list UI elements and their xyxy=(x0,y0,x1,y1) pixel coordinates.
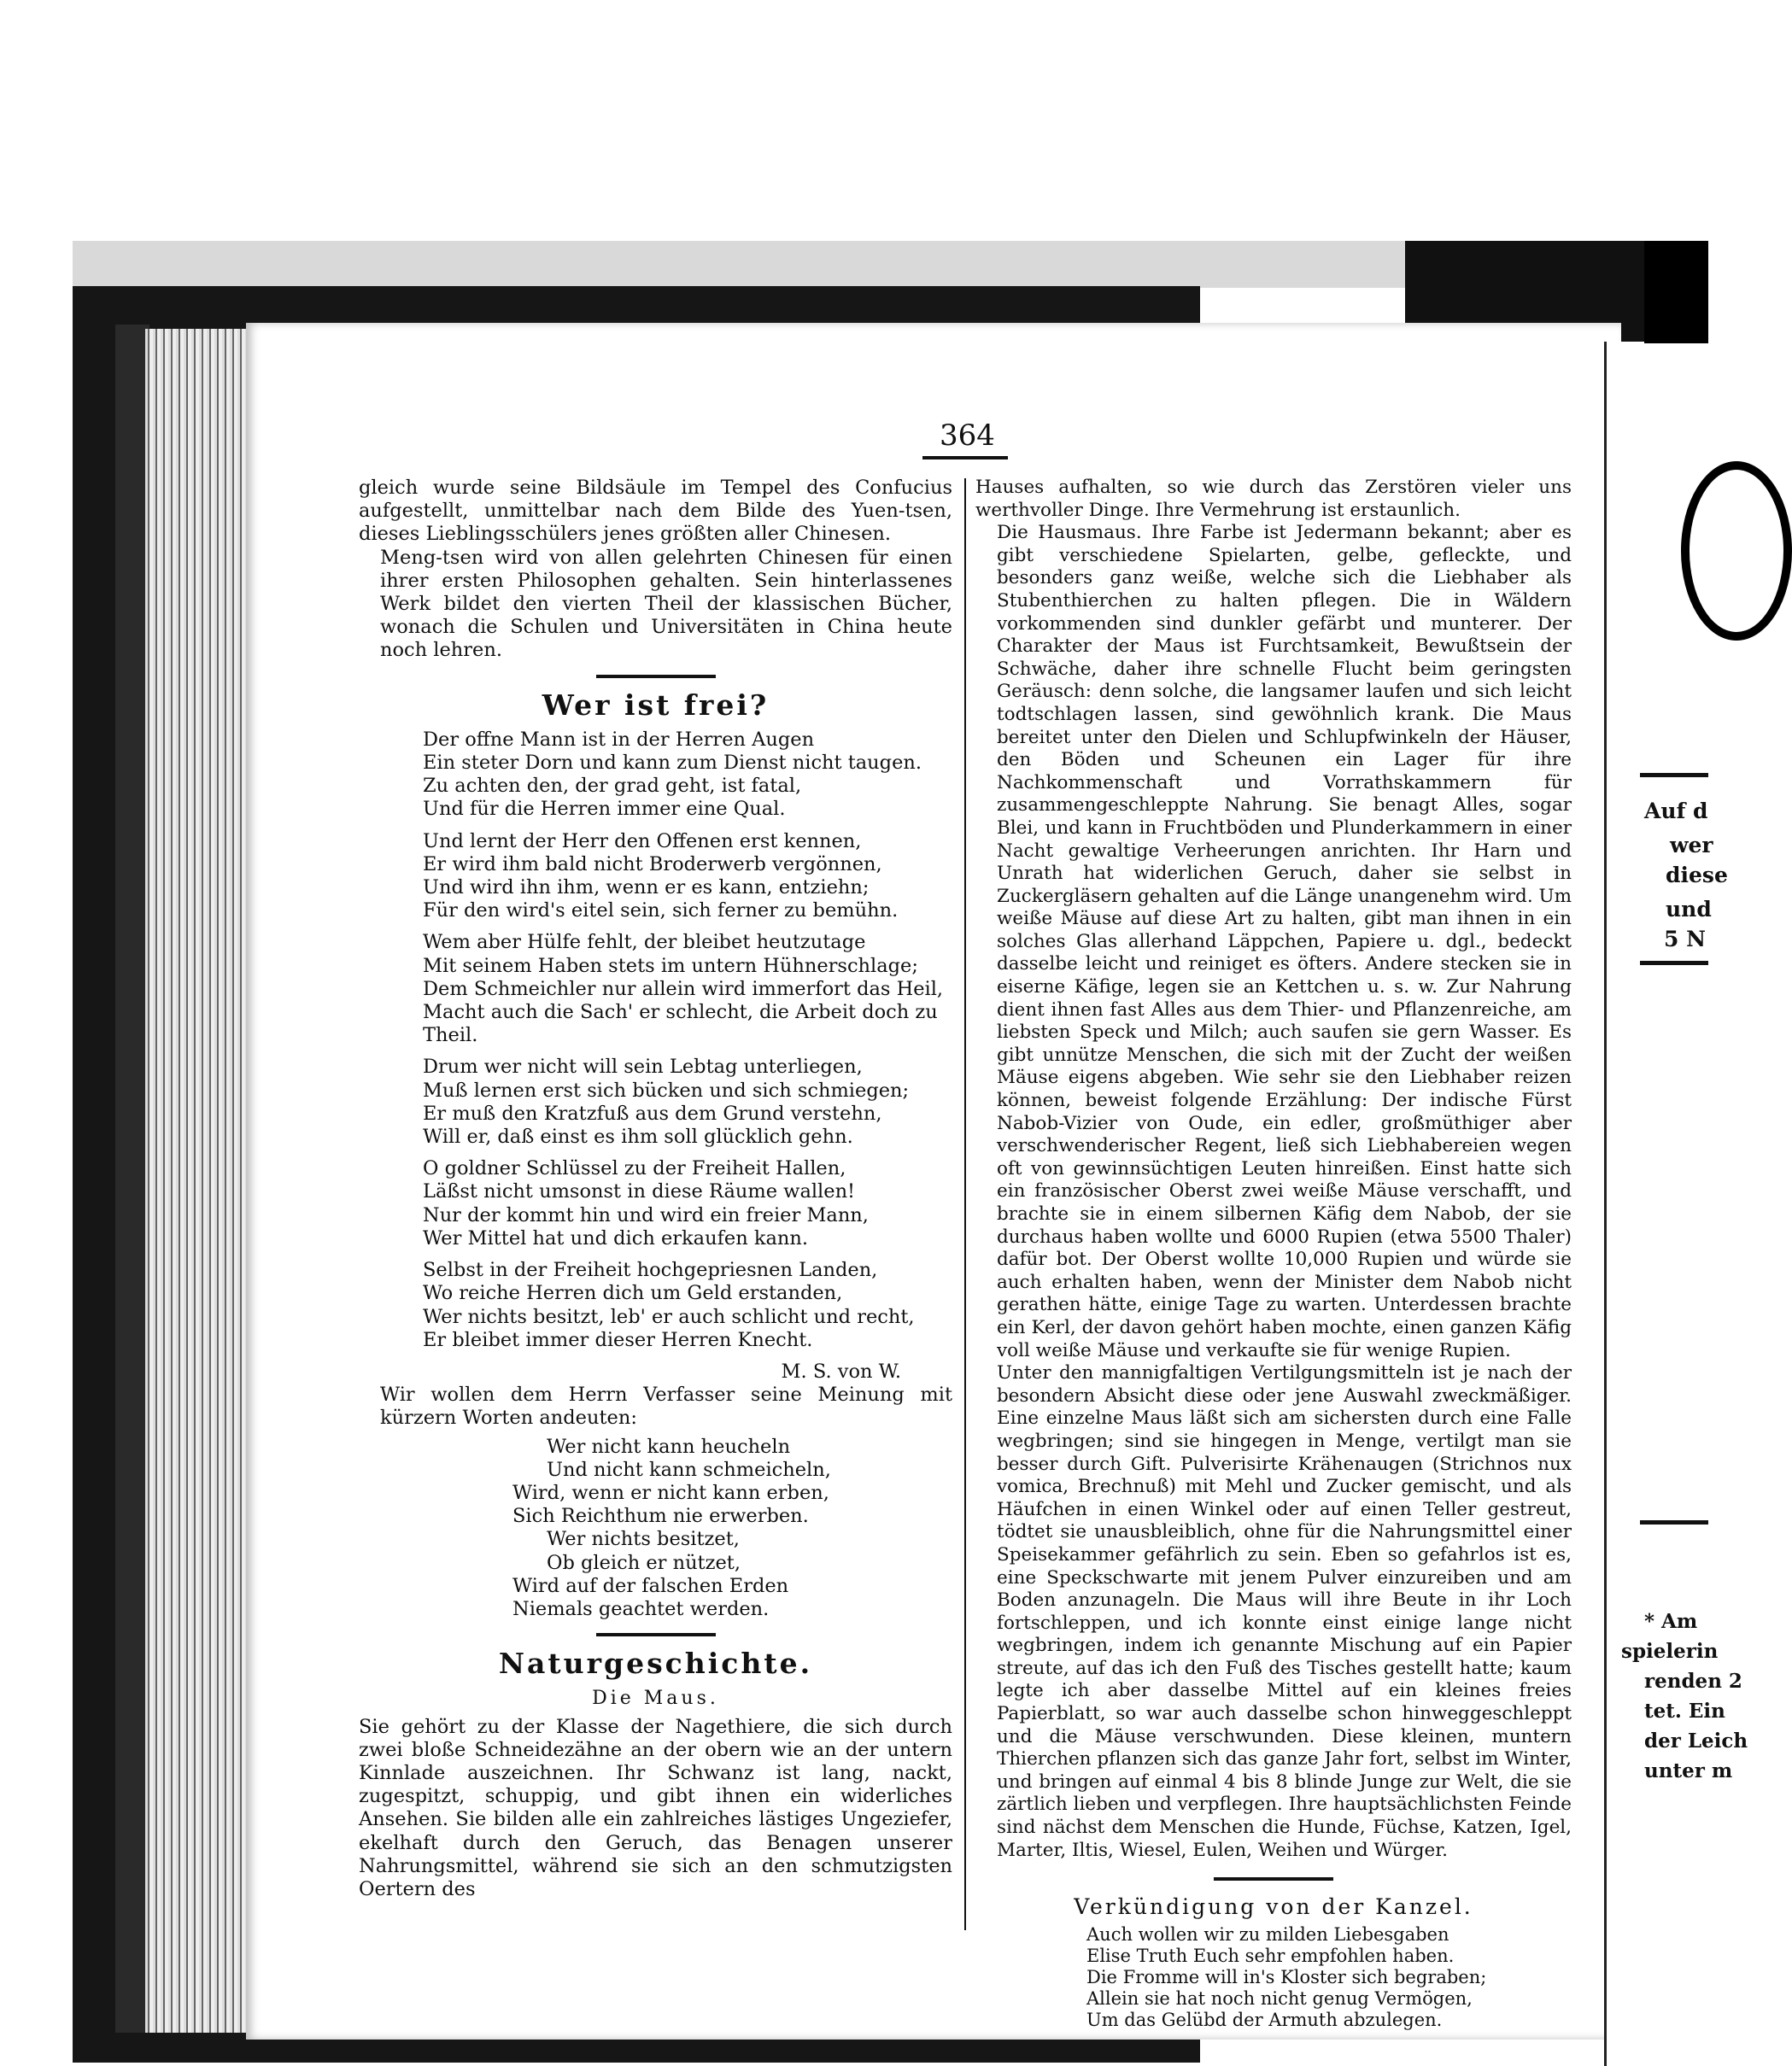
neighbor-text-line: tet. Ein xyxy=(1644,1700,1725,1723)
poem-line: Der offne Mann ist in der Herren Augen xyxy=(423,728,815,751)
left-column xyxy=(359,477,952,1901)
paragraph: gleich wurde seine Bildsäule im Tempel des Confucius aufgestellt, unmittelbar nach dem Bilde des Yuen-tsen, dieses Lieblingsschülers jenes größten aller Chinesen. xyxy=(359,477,952,546)
neighbor-rule xyxy=(1640,961,1708,965)
poem-line: Und für die Herren immer eine Qual. xyxy=(423,798,786,821)
poem-line: Er bleibet immer dieser Herren Knecht. xyxy=(423,1328,813,1351)
poem-stanza xyxy=(423,931,952,1047)
poem-line: Und lernt der Herr den Offenen erst kennen, xyxy=(423,829,862,852)
neighbor-text-line: Auf d xyxy=(1644,799,1708,823)
neighbor-page-dark-strip xyxy=(1644,241,1708,343)
editor-note: Wir wollen dem Herrn Verfasser seine Meinung mit kürzern Worten andeuten: xyxy=(380,1384,952,1430)
poem-line: Mit seinem Haben stets im untern Hühnerschlage; xyxy=(423,954,918,977)
paragraph: Die Hausmaus. Ihre Farbe ist Jedermann bekannt; aber es gibt verschiedene Spielarten, gelbe, gefleckte, und besonders ganz weiße, welche sich die Liebhaber als Stubenthierchen zu halten pflegen. Die in Wäldern vorkommenden sind dunkler gefärbt und munterer. Der Charakter der Maus ist Furchtsamkeit, Bewußtsein der Schwäche, daher ihre schnelle Flucht beim geringsten Geräusch: denn solche, die langsamer laufen und sich leicht todtschlagen lassen, sind gewöhnlich krank. Die Maus bereitet unter den Dielen und Schlupfwinkeln der Häuser, den Böden und Scheunen ein Lager für ihre Nachkommenschaft und Vorrathskammern für zusammengeschleppte Nahrung. Sie benagt Alles, sogar Blei, und kann in Fruchtböden und Plunderkammern in einer Nacht gewaltige Verheerungen anrichten. Ihr Harn und Unrath hat widerlichen Geruch, daher sie selbst in Zuckergläsern gehalten auf die Länge unangenehm wird. Um weiße Mäuse auf diese Art zu halten, gibt man ihnen in ein solches Glas allerhand Läppchen, Papiere u. dgl., bedeckt dasselbe leicht und reiniget es öfters. Andere stecken sie in eiserne Käfige, legen sie an Kettchen u. s. w. Zur Nahrung dient ihnen fast Alles aus dem Thier- und Pflanzenreiche, am liebsten Speck und Milch; auch saufen sie gern Wasser. Es gibt unnütze Menschen, die sich mit der Zucht der weißen Mäuse eigens abgeben. Wie sehr sie den Liebhaber reizen können, beweist folgende Erzählung: Der indische Fürst Nabob-Vizier von Oude, ein edler, großmüthiger aber verschwenderischer Regent, ließ sich Liebhabereien wegen oft von gewinnsüchtigen Leuten hinreißen. Einst hatte sich ein französischer Oberst zwei weiße Mäuse verschafft, und brachte sie in einem silbernen Käfig dem Nabob, der sie durchaus haben wollte und 6000 Rupien (etwa 5500 Thaler) dafür bot. Der Oberst wollte 10,000 Rupien und würde sie auch erhalten haben, wenn der Minister dem Nabob nicht gerathen hätte, einige Tage zu warten. Unterdessen brachte ein Kerl, der davon gehört haben mochte, einen ganzen Käfig voll weiße Mäuse und verkaufte sie für wenige Rupien. xyxy=(997,522,1572,1361)
verse-line: Sich Reichthum nie erwerben. xyxy=(512,1505,809,1528)
right-column xyxy=(975,477,1572,2031)
neighbor-text-line: renden 2 xyxy=(1644,1670,1742,1693)
verse-line: Elise Truth Euch sehr empfohlen haben. xyxy=(1086,1945,1455,1966)
poem-line: Läßst nicht umsonst in diese Räume wallen! xyxy=(423,1180,856,1203)
poem-line: Für den wird's eitel sein, sich ferner zu bemühn. xyxy=(423,899,899,922)
poem-title: Wer ist frei? xyxy=(542,688,770,722)
poem-line: O goldner Schlüssel zu der Freiheit Hallen, xyxy=(423,1157,846,1180)
poem-line: Er wird ihm bald nicht Broderwerb vergönnen, xyxy=(423,852,882,875)
verse-line: Wird auf der falschen Erden xyxy=(512,1574,789,1597)
poem-line: Selbst in der Freiheit hochgepriesnen Landen, xyxy=(423,1259,878,1282)
page-edges xyxy=(145,329,248,2033)
poem-stanza xyxy=(423,729,952,822)
poem-stanza xyxy=(423,1157,952,1250)
poem-line: Ein steter Dorn und kann zum Dienst nicht taugen. xyxy=(423,752,922,775)
section-rule xyxy=(1214,1877,1333,1881)
poem-line: Wem aber Hülfe fehlt, der bleibet heutzutage xyxy=(423,931,866,954)
paragraph: Unter den mannigfaltigen Vertilgungsmitteln ist je nach der besondern Absicht diese oder jene Auswahl zweckmäßiger. Eine einzelne Maus läßt sich am sichersten durch eine Falle wegbringen; sind sie hingegen in Menge, vertilgt man sie besser durch Gift. Pulverisirte Krähenaugen (Strichnos nux vomica, Brechnuß) mit Mehl und Zucker gemischt, und als Häufchen in einen Winkel oder auf einen Teller gestreut, tödtet sie unausbleiblich, ohne für die Nahrungsmittel einer Speisekammer gefährlich zu sein. Eben so gefahrlos ist es, eine Speckschwarte mit jenem Pulver einzureiben und am Boden anzunageln. Die Maus will ihre Beute in ihr Loch fortschleppen, und ich konnte einst einige lange nicht wegbringen, indem ich genannte Mischung auf ein Papier streute, auf das ich den Fuß des Tisches gestellt hatte; kaum legte ich aber dasselbe Mittel auf ein kleines freies Papierblatt, so war auch dasselbe schon hinweggeschleppt und die Mäuse verschwunden. Diese kleinen, muntern Thierchen pflanzen sich das ganze Jahr fort, selbst im Winter, und bringen auf einmal 4 bis 8 blinde Junge zur Welt, die sie zärtlich lieben und verpflegen. Ihre hauptsächlichsten Feinde sind nächst dem Menschen die Hunde, Füchse, Katzen, Igel, Marter, Iltis, Wiesel, Eulen, Weihen und Würger. xyxy=(997,1362,1572,1861)
neighbor-rule xyxy=(1640,1520,1708,1525)
book-spine-shadow xyxy=(115,325,149,2033)
verse-line: Und nicht kann schmeicheln, xyxy=(547,1458,831,1481)
poem-line: Will er, daß einst es ihm soll glücklich gehn. xyxy=(423,1126,853,1149)
paragraph: Hauses aufhalten, so wie durch das Zerstören vieler uns werthvoller Dinge. Ihre Vermehrung ist erstaunlich. xyxy=(975,477,1572,521)
verse-line: Auch wollen wir zu milden Liebesgaben xyxy=(1086,1923,1449,1945)
verse-line: Die Fromme will in's Kloster sich begraben; xyxy=(1086,1966,1487,1987)
section-rule xyxy=(596,675,716,678)
poem-line: Macht auch die Sach' er schlecht, die Arbeit doch zu Theil. xyxy=(423,1001,938,1047)
neighbor-text-line: der Leich xyxy=(1644,1729,1748,1753)
announcement-verse xyxy=(1086,1924,1572,2031)
scan-background xyxy=(73,241,1405,288)
section-rule xyxy=(596,1633,716,1636)
neighbor-text-line: unter m xyxy=(1644,1759,1733,1782)
poem-stanza xyxy=(423,1259,952,1352)
verse-line: Wer nicht kann heucheln xyxy=(547,1435,791,1458)
verse-line: Ob gleich er nützet, xyxy=(547,1551,741,1574)
page-number-rule xyxy=(922,456,1008,459)
poem-stanza xyxy=(423,1056,952,1149)
column-divider xyxy=(964,478,966,1930)
poem-line: Zu achten den, der grad geht, ist fatal, xyxy=(423,775,802,798)
neighbor-text-line: und xyxy=(1666,897,1712,922)
poem-line: Wo reiche Herren dich um Geld erstanden, xyxy=(423,1282,843,1305)
verse-line: Um das Gelübd der Armuth abzulegen. xyxy=(1086,2009,1443,2030)
paragraph: Meng-tsen wird von allen gelehrten Chinesen für einen ihrer ersten Philosophen gehalten. Sein hinterlassenes Werk bildet den vierten Theil der klassischen Bücher, wonach die Schulen und Universitäten in China heute noch lehren. xyxy=(380,546,952,662)
section-title: Naturgeschichte. xyxy=(498,1647,813,1681)
verse-line: Allein sie hat noch nicht genug Vermögen, xyxy=(1086,1987,1473,2009)
neighbor-text-line: diese xyxy=(1666,863,1728,887)
verse-line: Niemals geachtet werden. xyxy=(512,1597,770,1620)
verse-line: Wird, wenn er nicht kann erben, xyxy=(512,1481,829,1504)
poem-line: Und wird ihn ihm, wenn er es kann, entziehn; xyxy=(423,876,870,899)
poem-line: Wer Mittel hat und dich erkaufen kann. xyxy=(423,1226,809,1250)
neighbor-rule xyxy=(1640,773,1708,777)
poem-line: Er muß den Kratzfuß aus dem Grund verstehn, xyxy=(423,1102,882,1125)
poem-line: Drum wer nicht will sein Lebtag unterliegen, xyxy=(423,1056,863,1079)
neighbor-text-line: 5 N xyxy=(1664,927,1706,951)
article-title: Die Maus. xyxy=(592,1688,719,1710)
poem-signature: M. S. von W. xyxy=(781,1360,901,1383)
neighbor-text-line: spielerin xyxy=(1621,1640,1719,1663)
poem-line: Muß lernen erst sich bücken und sich schmiegen; xyxy=(423,1079,910,1102)
poem-line: Dem Schmeichler nur allein wird immerfort das Heil, xyxy=(423,977,944,1000)
paragraph: Sie gehört zu der Klasse der Nagethiere, die sich durch zwei bloße Schneidezähne an der obern wie an der untern Kinnlade auszeichnen. Ihr Schwanz ist lang, nackt, zugespitzt, schuppig, und gibt ihnen ein widerliches Ansehen. Sie bilden alle ein zahlreiches lästiges Ungeziefer, ekelhaft durch den Geruch, das Benagen unserer Nahrungsmittel, während sie sich an den schmutzigsten Oertern des xyxy=(359,1715,952,1900)
verse-line: Wer nichts besitzet, xyxy=(547,1528,740,1551)
neighbor-page-ornament xyxy=(1681,461,1792,641)
poem-line: Wer nichts besitzt, leb' er auch schlicht und recht, xyxy=(423,1305,915,1328)
page-number: 364 xyxy=(940,418,995,453)
announcement-title: Verkündigung von der Kanzel. xyxy=(1074,1894,1473,1920)
short-verse xyxy=(512,1436,952,1622)
neighbor-text-line: * Am xyxy=(1644,1610,1698,1633)
neighbor-text-line: wer xyxy=(1670,833,1713,857)
poem-stanza xyxy=(423,830,952,923)
poem-line: Nur der kommt hin und wird ein freier Mann, xyxy=(423,1203,869,1226)
